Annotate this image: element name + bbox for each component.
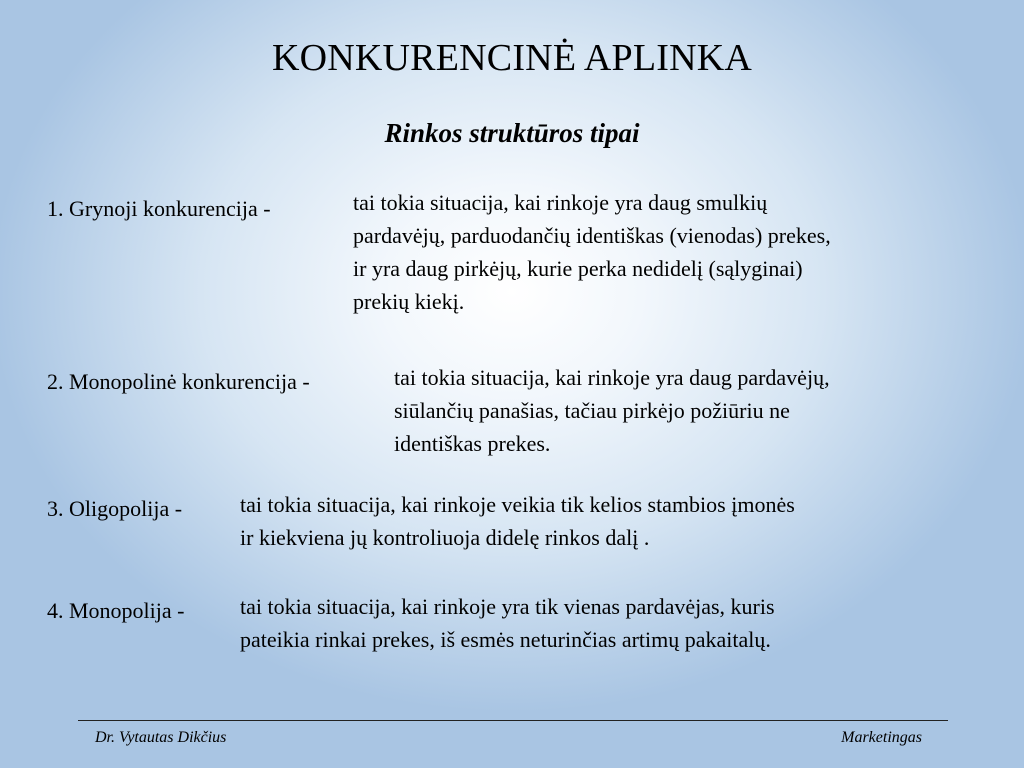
term-pure-competition: 1. Grynoji konkurencija - (47, 196, 271, 221)
definition-monopolistic-competition: tai tokia situacija, kai rinkoje yra daug pardavėjų, siūlančių panašias, tačiau pirkėjo požiūriu ne identiškas prekes. (394, 365, 830, 456)
definition-oligopoly: tai tokia situacija, kai rinkoje veikia tik kelios stambios įmonės ir kiekviena jų kontroliuoja didelę rinkos dalį . (240, 492, 795, 550)
term-monopolistic-competition: 2. Monopolinė konkurencija - (47, 369, 310, 394)
slide-title: KONKURENCINĖ APLINKA (271, 37, 753, 79)
slide-subtitle: Rinkos struktūros tipai (384, 118, 640, 148)
term-monopoly: 4. Monopolija - (47, 598, 185, 623)
footer-divider (78, 720, 948, 721)
footer-author: Dr. Vytautas Dikčius (95, 729, 227, 746)
footer-course: Marketingas (841, 729, 922, 746)
definition-monopoly: tai tokia situacija, kai rinkoje yra tik vienas pardavėjas, kuris pateikia rinkai prekes, iš esmės neturinčias artimų pakaitalų. (240, 594, 775, 652)
definition-pure-competition: tai tokia situacija, kai rinkoje yra daug smulkių pardavėjų, parduodančių identiškas (vienodas) prekes, ir yra daug pirkėjų, kurie perka nedidelį (sąlyginai) prekių kiekį. (353, 190, 831, 314)
term-oligopoly: 3. Oligopolija - (47, 496, 183, 521)
